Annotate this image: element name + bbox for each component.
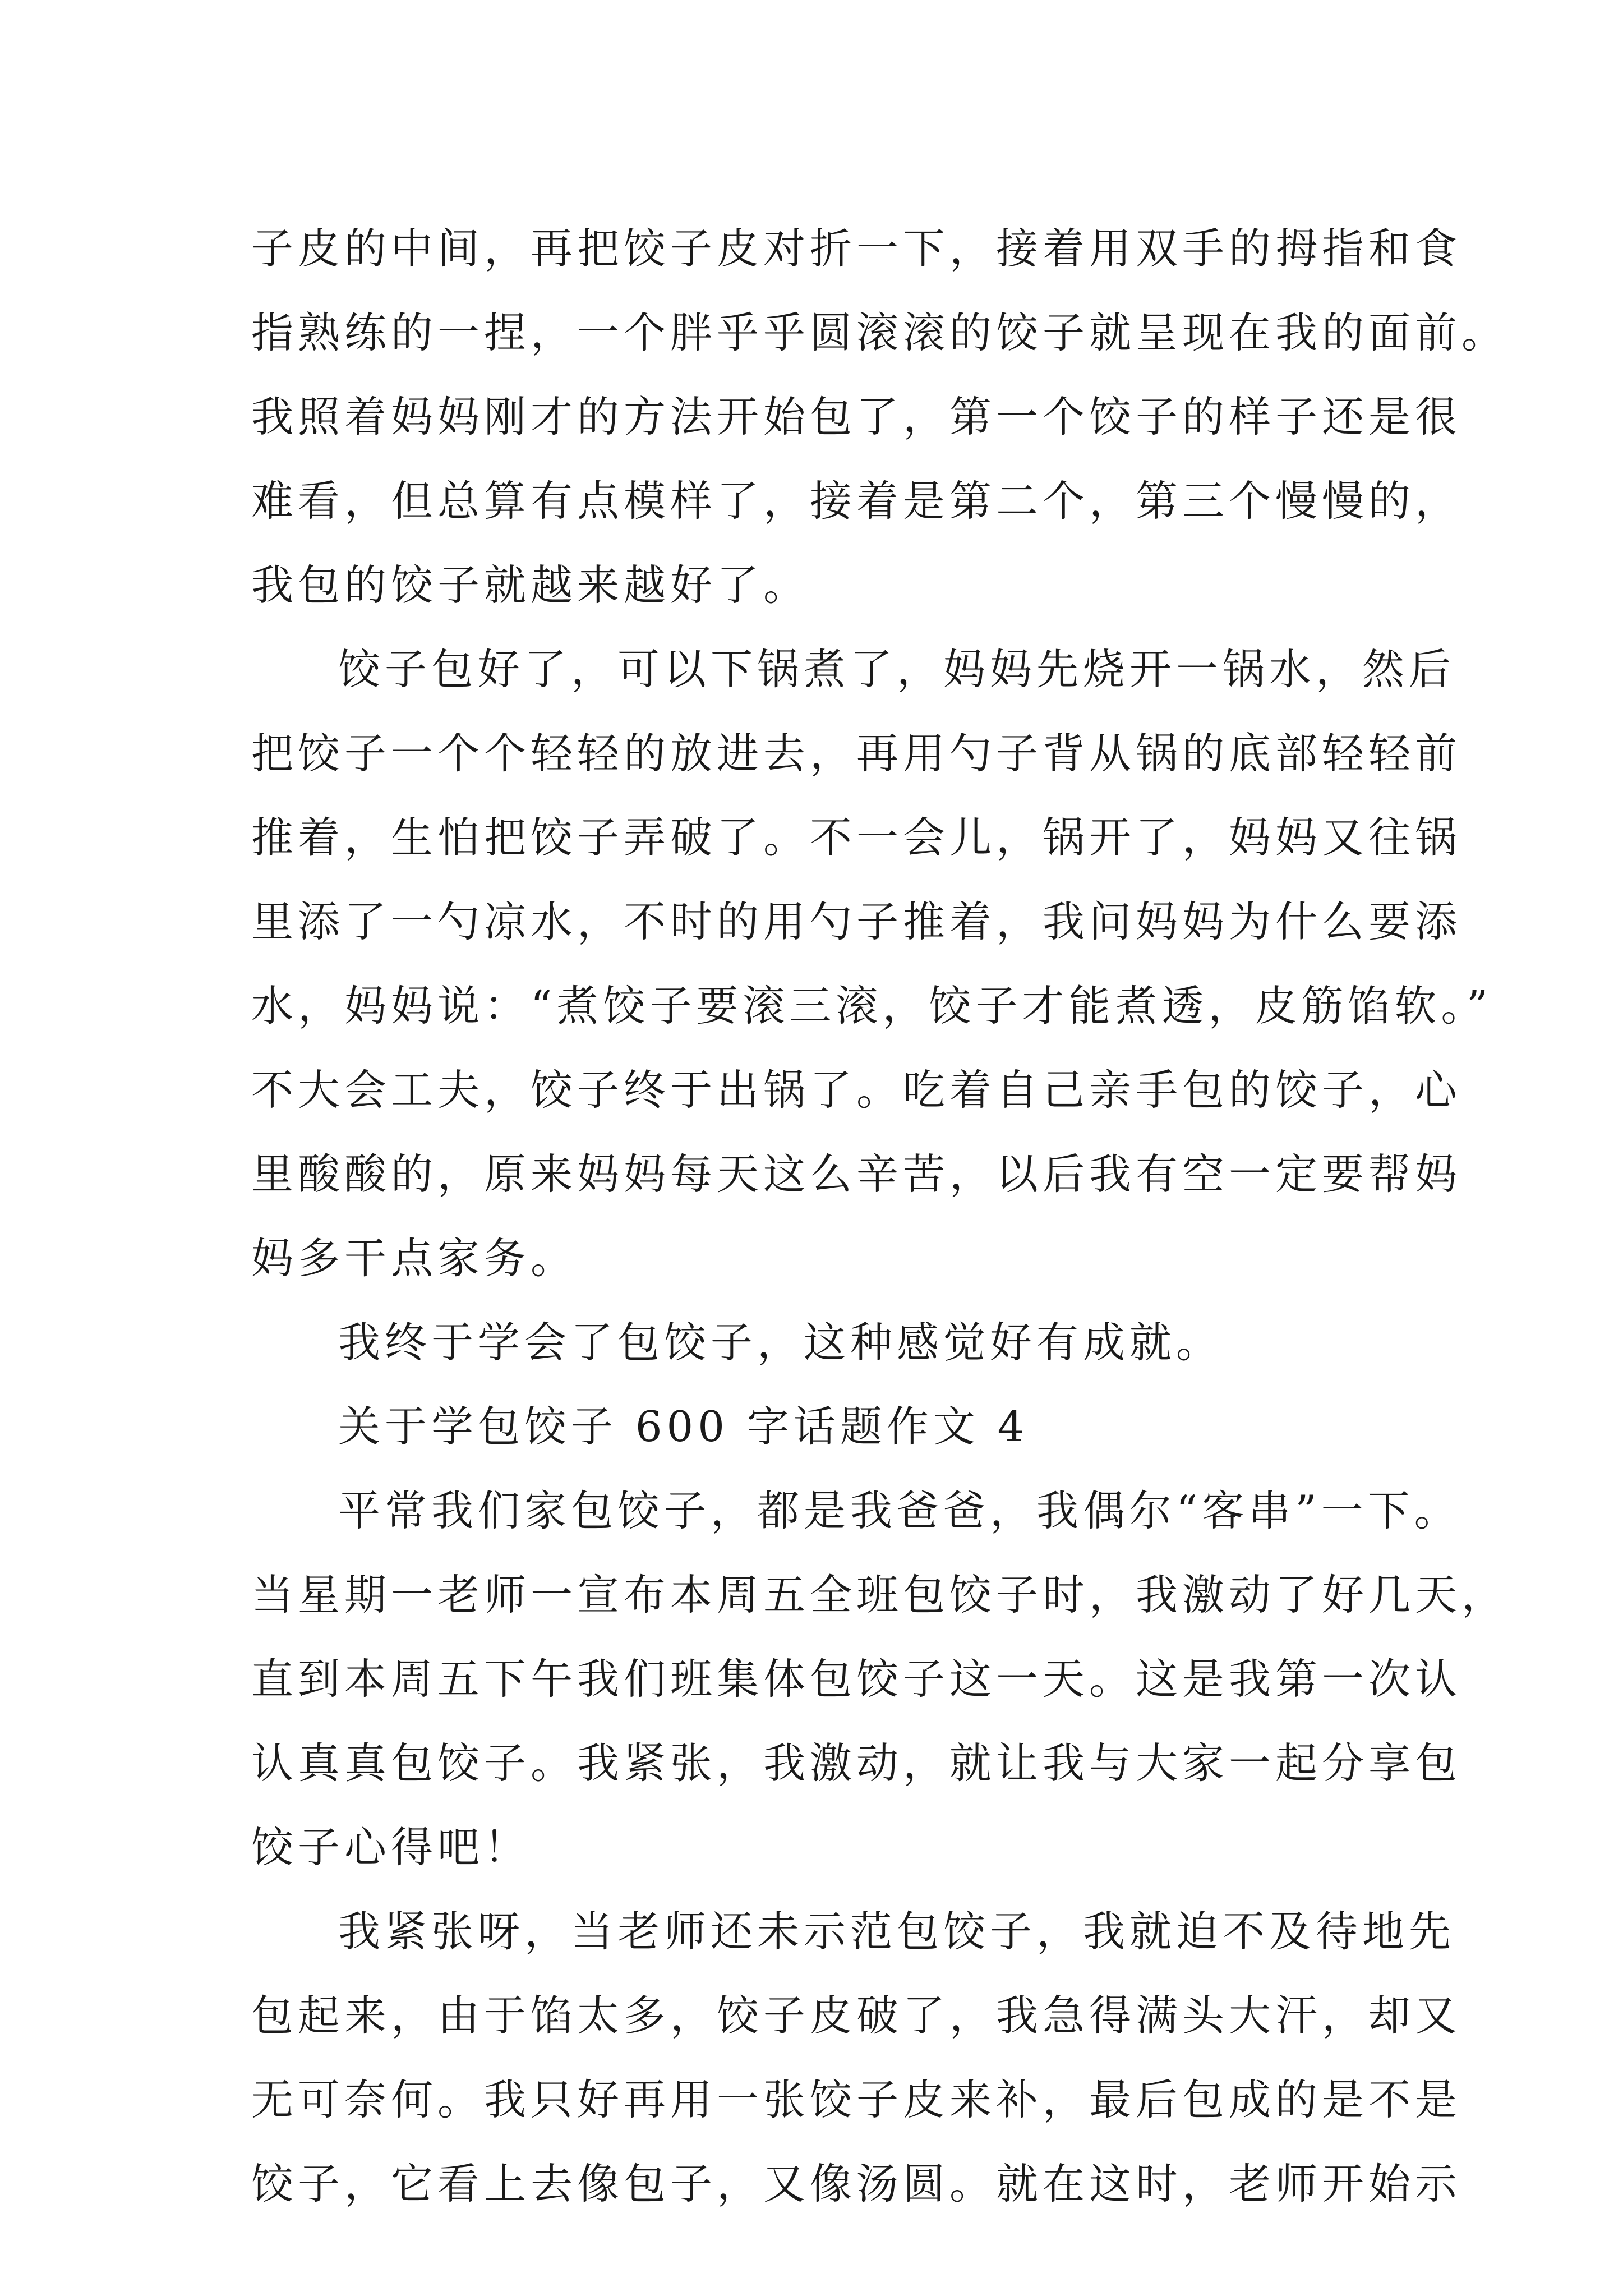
text-line: 直到本周五下午我们班集体包饺子这一天。这是我第一次认: [251, 1654, 1462, 1704]
text-line: 不大会工夫，饺子终于出锅了。吃着自己亲手包的饺子，心: [251, 1065, 1462, 1115]
text-line: 把饺子一个个轻轻的放进去，再用勺子背从锅的底部轻轻前: [251, 729, 1462, 778]
text-line: 推着，生怕把饺子弄破了。不一会儿，锅开了，妈妈又往锅: [251, 813, 1462, 862]
text-line: 里添了一勺凉水，不时的用勺子推着，我问妈妈为什么要添: [251, 897, 1462, 946]
text-line: 饺子，它看上去像包子，又像汤圆。就在这时，老师开始示: [251, 2159, 1462, 2208]
text-line: 我照着妈妈刚才的方法开始包了，第一个饺子的样子还是很: [251, 392, 1462, 441]
text-line: 指熟练的一捏，一个胖乎乎圆滚滚的饺子就呈现在我的面前。: [251, 308, 1509, 357]
text-line: 认真真包饺子。我紧张，我激动，就让我与大家一起分享包: [251, 1738, 1462, 1788]
text-line: 水，妈妈说：“煮饺子要滚三滚，饺子才能煮透，皮筋馅软。”: [251, 981, 1493, 1030]
text-line: 包起来，由于馅太多，饺子皮破了，我急得满头大汗，却又: [251, 1991, 1462, 2040]
text-line: 子皮的中间，再把饺子皮对折一下，接着用双手的拇指和食: [251, 224, 1462, 273]
text-line: 当星期一老师一宣布本周五全班包饺子时，我激动了好几天，: [251, 1570, 1509, 1619]
text-line: 饺子心得吧！: [251, 1823, 531, 1872]
paragraph-start-line: 平常我们家包饺子，都是我爸爸，我偶尔“客串”一下。: [338, 1486, 1461, 1535]
text-line: 里酸酸的，原来妈妈每天这么辛苦，以后我有空一定要帮妈: [251, 1149, 1462, 1199]
essay-text-block: [251, 206, 1509, 2226]
paragraph-start-line: 我紧张呀，当老师还未示范包饺子，我就迫不及待地先: [338, 1907, 1456, 1956]
paragraph-start-line: 饺子包好了，可以下锅煮了，妈妈先烧开一锅水，然后: [338, 645, 1456, 694]
text-line: 难看，但总算有点模样了，接着是第二个，第三个慢慢的，: [251, 476, 1462, 526]
section-heading: 关于学包饺子 600 字话题作文 4: [338, 1402, 1029, 1451]
text-line: 妈多干点家务。: [251, 1234, 578, 1283]
paragraph-start-line: 我终于学会了包饺子，这种感觉好有成就。: [338, 1318, 1223, 1367]
text-line: 无可奈何。我只好再用一张饺子皮来补，最后包成的是不是: [251, 2075, 1462, 2124]
text-line: 我包的饺子就越来越好了。: [251, 560, 810, 610]
